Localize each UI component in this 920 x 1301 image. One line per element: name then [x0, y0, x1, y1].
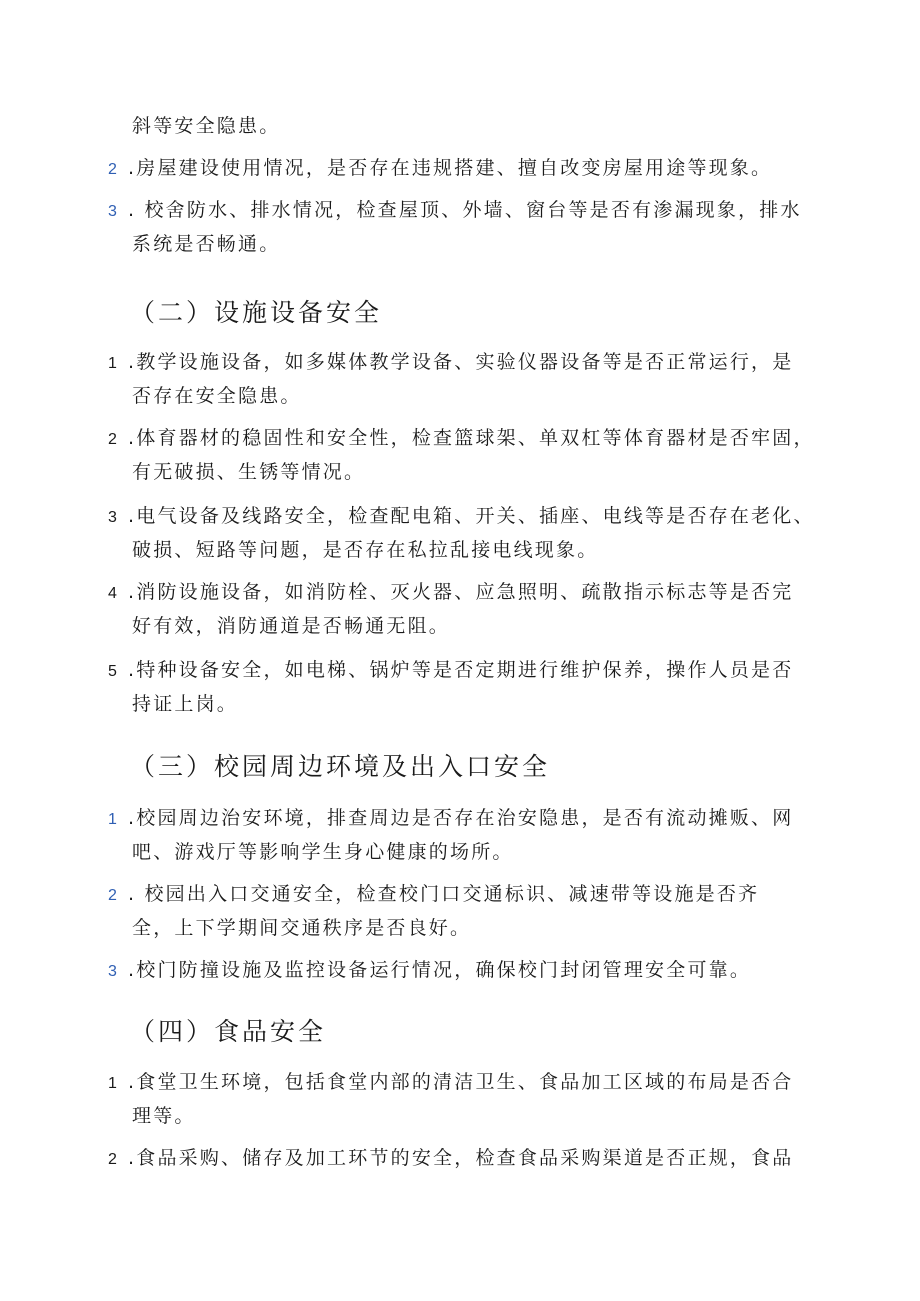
- list-item-text: .房屋建设使用情况，是否存在违规搭建、擅自改变房屋用途等现象。: [128, 157, 773, 179]
- list-number: 2: [108, 1151, 117, 1168]
- list-number: 1: [108, 355, 117, 372]
- list-number: 5: [108, 663, 117, 680]
- list-item-text: . 校园出入口交通安全，检查校门口交通标识、减速带等设施是否齐: [128, 883, 760, 905]
- list-number: 1: [108, 1075, 117, 1092]
- list-item-text: . 校舍防水、排水情况，检查屋顶、外墙、窗台等是否有渗漏现象，排水: [128, 199, 802, 221]
- list-item-text: 持证上岗。: [132, 693, 239, 715]
- list-number: 3: [108, 963, 117, 980]
- list-number: 2: [108, 887, 117, 904]
- list-item-text: 好有效，消防通道是否畅通无阻。: [132, 615, 451, 637]
- continuation-text: 斜等安全隐患。: [132, 115, 281, 137]
- list-item-text: .校园周边治安环境，排查周边是否存在治安隐患，是否有流动摊贩、网: [128, 807, 794, 829]
- section-heading: （三）校园周边环境及出入口安全: [130, 752, 551, 781]
- list-item-text: 吧、游戏厅等影响学生身心健康的场所。: [132, 841, 514, 863]
- list-item-text: 否存在安全隐患。: [132, 385, 302, 407]
- list-item-text: 全，上下学期间交通秩序是否良好。: [132, 917, 472, 939]
- section-heading: （二）设施设备安全: [130, 298, 383, 327]
- list-item-text: 系统是否畅通。: [132, 233, 281, 255]
- list-item-text: .消防设施设备，如消防栓、灭火器、应急照明、疏散指示标志等是否完: [128, 581, 794, 603]
- section-heading: （四）食品安全: [130, 1017, 327, 1046]
- list-number: 3: [108, 203, 117, 220]
- list-item-text: .食堂卫生环境，包括食堂内部的清洁卫生、食品加工区域的布局是否合: [128, 1071, 794, 1093]
- list-item-text: .体育器材的稳固性和安全性，检查篮球架、单双杠等体育器材是否牢固，: [128, 427, 815, 449]
- list-item-text: 破损、短路等问题，是否存在私拉乱接电线现象。: [132, 539, 599, 561]
- list-item-text: .特种设备安全，如电梯、锅炉等是否定期进行维护保养，操作人员是否: [128, 659, 794, 681]
- list-number: 2: [108, 161, 117, 178]
- list-number: 2: [108, 431, 117, 448]
- list-item-text: .食品采购、储存及加工环节的安全，检查食品采购渠道是否正规，食品: [128, 1147, 794, 1169]
- list-item-text: 理等。: [132, 1105, 196, 1127]
- list-number: 1: [108, 811, 117, 828]
- list-item-text: 有无破损、生锈等情况。: [132, 461, 366, 483]
- list-number: 3: [108, 509, 117, 526]
- list-item-text: .校门防撞设施及监控设备运行情况，确保校门封闭管理安全可靠。: [128, 959, 752, 981]
- list-number: 4: [108, 585, 117, 602]
- list-item-text: .电气设备及线路安全，检查配电箱、开关、插座、电线等是否存在老化、: [128, 505, 815, 527]
- list-item-text: .教学设施设备，如多媒体教学设备、实验仪器设备等是否正常运行，是: [128, 351, 794, 373]
